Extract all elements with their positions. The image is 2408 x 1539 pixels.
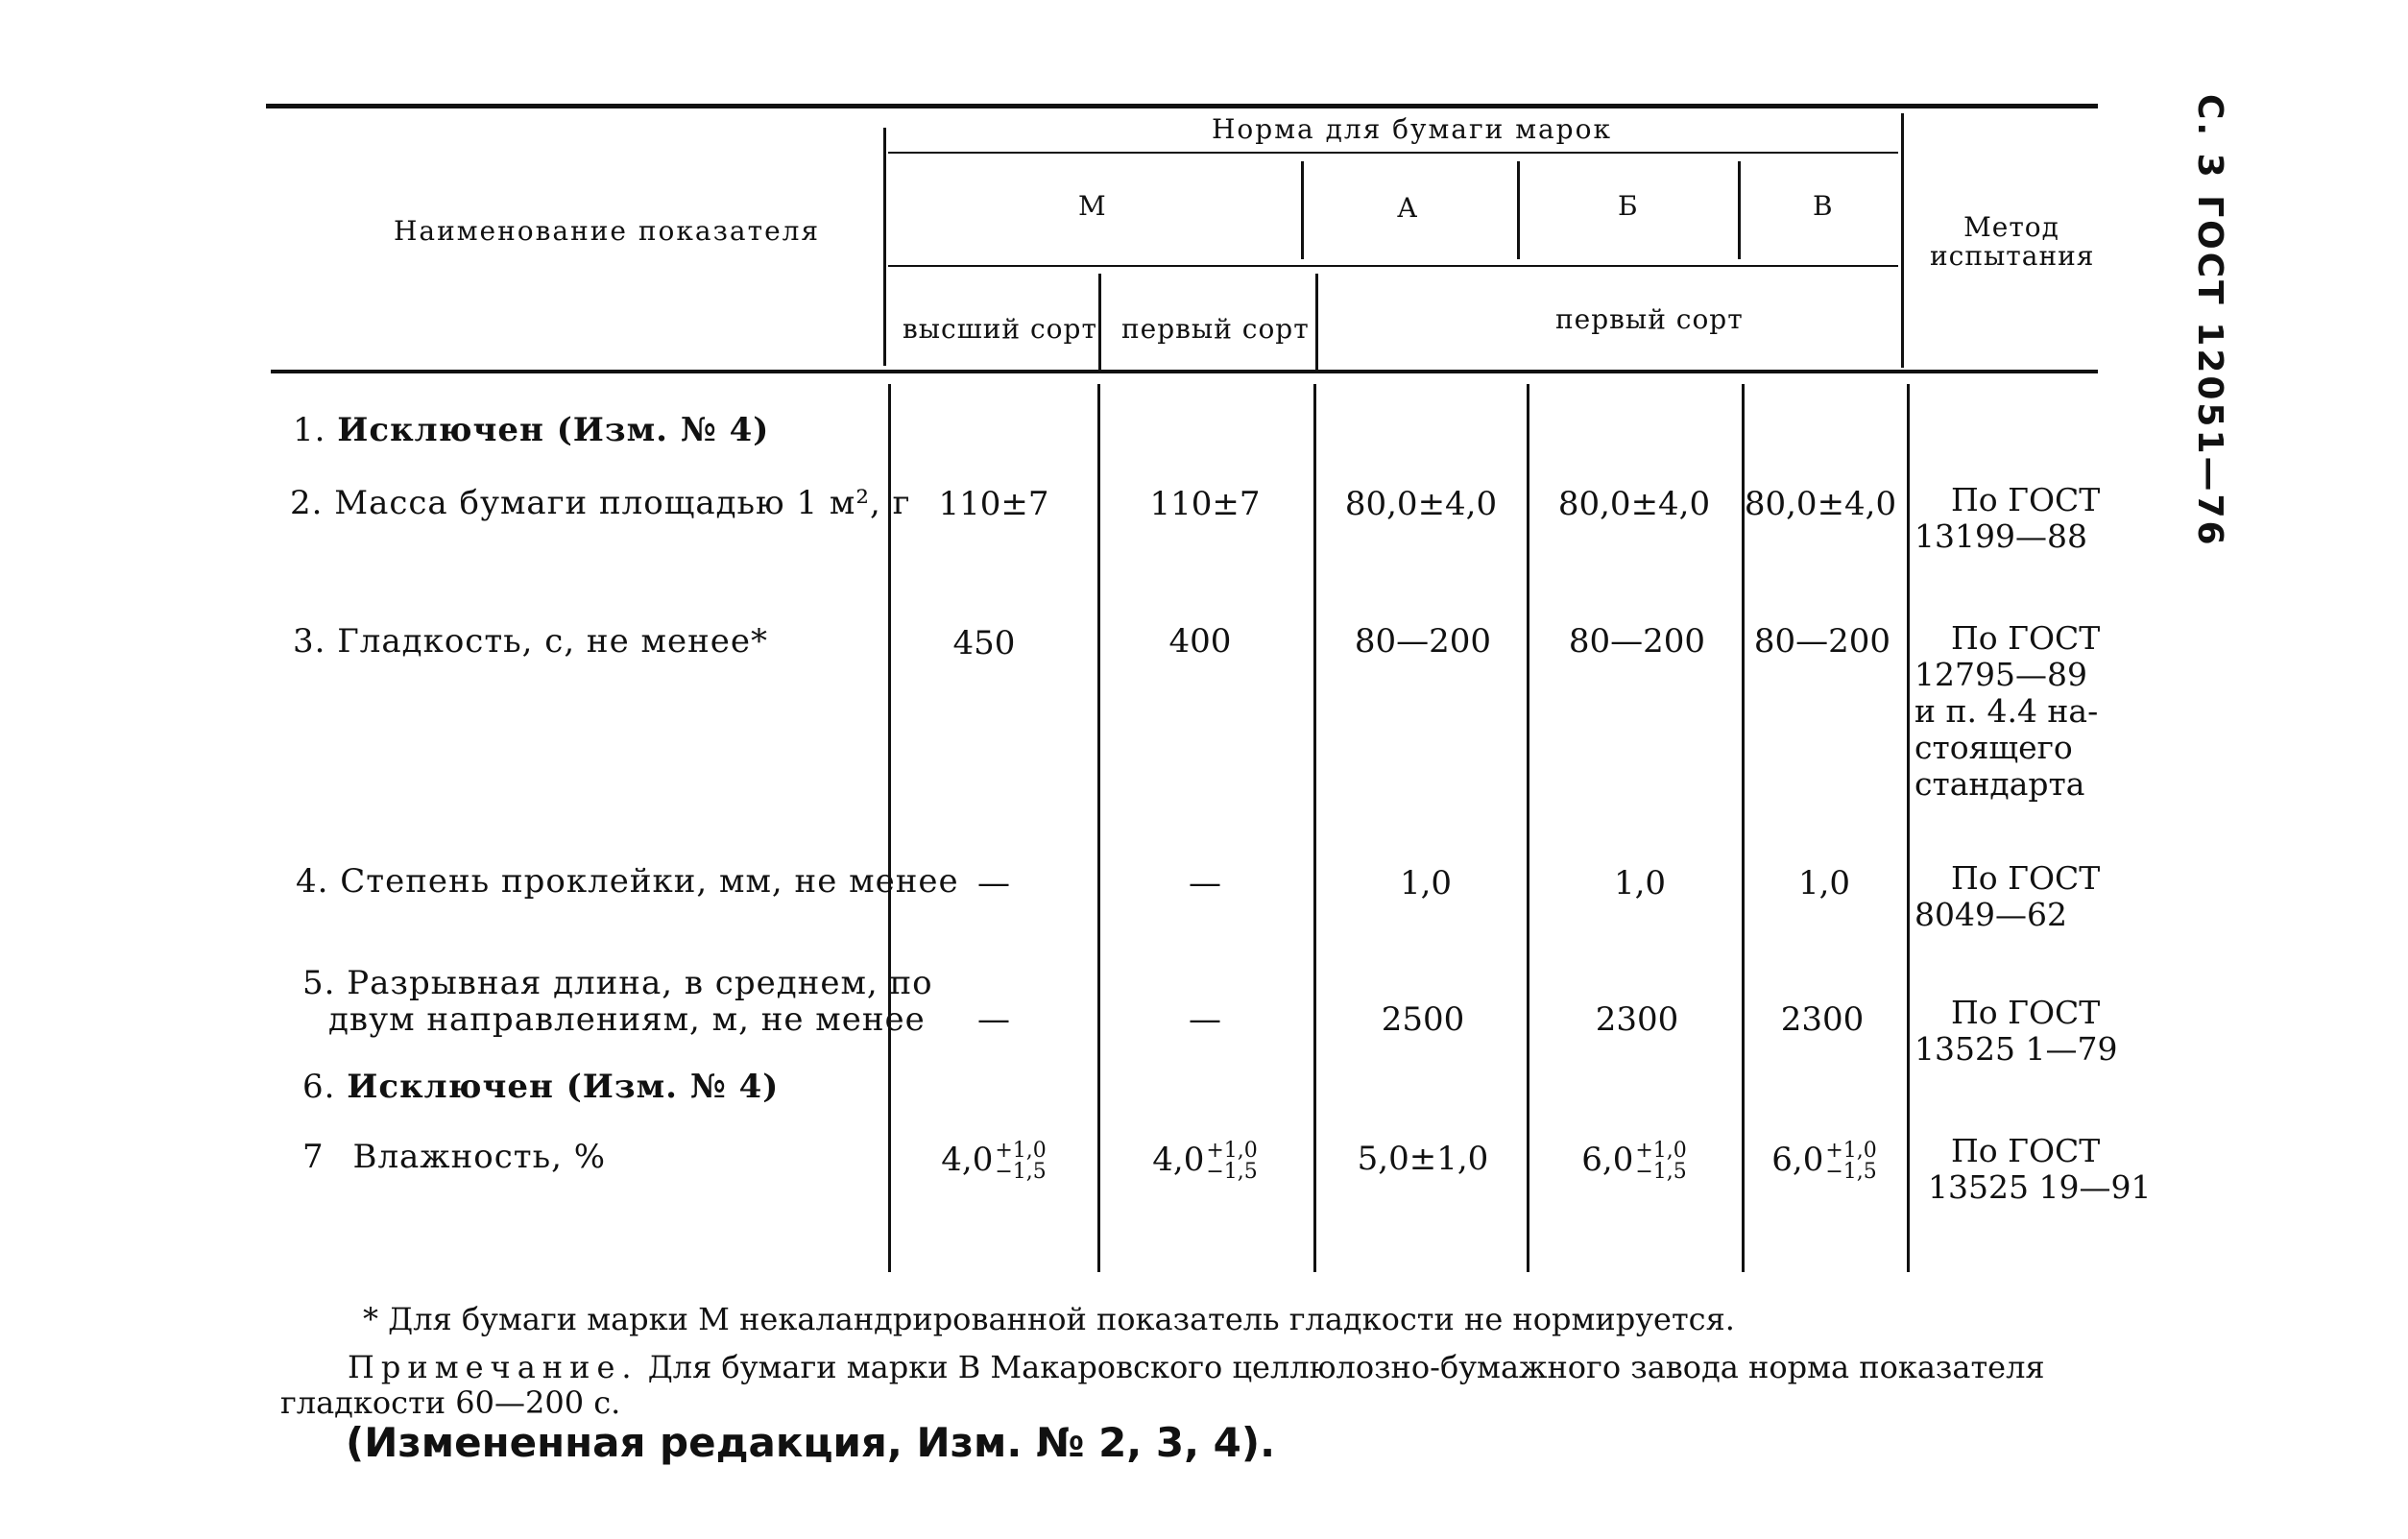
footnote: * Для бумаги марки М некаландрированной показатель гладкости не нормируется. xyxy=(363,1301,1735,1337)
header-brand-a: А xyxy=(1397,192,1420,224)
row-5-name xyxy=(302,965,933,1038)
tolerance-upper: +1,0 xyxy=(1635,1139,1687,1163)
method-line: 13525 19—91 xyxy=(1928,1168,2152,1206)
value-base: 4,0 xyxy=(941,1141,994,1179)
method-line: По ГОСТ xyxy=(1951,619,2101,657)
amendment-note: (Измененная редакция, Изм. № 2, 3, 4). xyxy=(346,1419,1276,1466)
row-3-name xyxy=(293,622,768,661)
value-a: 2500 xyxy=(1381,1000,1465,1039)
row-number: 3. xyxy=(293,622,326,661)
value-m-first: 400 xyxy=(1168,622,1232,661)
page-side-header: С. 3 ГОСТ 12051—76 xyxy=(2190,94,2229,548)
method-row-4 xyxy=(1914,860,2100,933)
row-label: Гладкость, с, не менее* xyxy=(337,622,768,661)
method-row-7 xyxy=(1928,1133,2151,1206)
value-v: 2300 xyxy=(1780,1000,1865,1039)
value-base: 6,0 xyxy=(1771,1141,1824,1179)
row-7-name xyxy=(302,1138,606,1176)
value-a: 80,0±4,0 xyxy=(1344,485,1498,523)
value-v: 1,0 xyxy=(1797,864,1851,902)
method-line: стоящего xyxy=(1914,729,2073,766)
method-line: стандарта xyxy=(1914,765,2085,803)
value-m-highest: 110±7 xyxy=(938,485,1049,523)
row-number: 4. xyxy=(296,862,329,901)
method-row-5 xyxy=(1914,995,2117,1068)
row-1-name xyxy=(293,411,769,449)
body-divider xyxy=(1907,384,1910,1272)
tolerance xyxy=(1825,1141,1876,1183)
row-label: Исключен (Изм. № 4) xyxy=(337,411,770,449)
header-method xyxy=(1930,213,2093,271)
header-method-label: Метод испытания xyxy=(1930,211,2095,272)
value-b: 80,0±4,0 xyxy=(1557,485,1711,523)
value-v xyxy=(1738,1141,1911,1183)
tolerance xyxy=(1206,1141,1257,1183)
row-number: 5. xyxy=(302,964,336,1002)
value-base: 4,0 xyxy=(1152,1141,1205,1179)
value-a: 1,0 xyxy=(1399,864,1453,902)
header-divider xyxy=(1901,113,1904,368)
note-label: Примечание. xyxy=(348,1349,638,1385)
tolerance-lower: −1,5 xyxy=(1825,1160,1877,1184)
method-line: По ГОСТ xyxy=(1951,994,2101,1031)
row-number: 1. xyxy=(293,411,326,449)
tolerance-lower: −1,5 xyxy=(1206,1160,1258,1184)
tolerance-upper: +1,0 xyxy=(1825,1139,1877,1163)
value-m-first xyxy=(1099,1141,1311,1183)
row-number: 7 xyxy=(302,1138,325,1176)
value-m-highest: 450 xyxy=(952,624,1016,662)
header-brand-b: Б xyxy=(1618,190,1640,222)
method-line: По ГОСТ xyxy=(1951,859,2101,897)
tolerance-lower: −1,5 xyxy=(995,1160,1047,1184)
tolerance xyxy=(1635,1141,1686,1183)
header-sort-first: первый сорт xyxy=(1121,313,1310,345)
header-brand-m: М xyxy=(1078,190,1108,222)
row-label-line: двум направлениям, м, не менее xyxy=(328,1000,926,1039)
header-brand-v: В xyxy=(1813,190,1835,222)
norm-group-rule xyxy=(888,152,1898,154)
value-v: 80,0±4,0 xyxy=(1744,485,1897,523)
row-6-name xyxy=(302,1068,779,1106)
header-divider xyxy=(1517,161,1520,259)
header-sort-first-abv: первый сорт xyxy=(1555,303,1744,335)
value-base: 6,0 xyxy=(1581,1141,1634,1179)
note xyxy=(348,1349,2045,1385)
value-m-highest xyxy=(888,1141,1099,1183)
method-line: 12795—89 xyxy=(1914,656,2087,693)
row-label: Степень проклейки, мм, не менее xyxy=(340,862,959,901)
tolerance-upper: +1,0 xyxy=(995,1139,1047,1163)
brand-row-rule xyxy=(888,265,1898,267)
table-top-rule xyxy=(266,104,2098,108)
header-indicator-name: Наименование показателя xyxy=(394,215,821,247)
header-divider xyxy=(1315,274,1318,370)
method-line: 13199—88 xyxy=(1914,517,2087,555)
method-line: и п. 4.4 на- xyxy=(1914,692,2099,730)
value-base: 5,0±1,0 xyxy=(1357,1140,1489,1178)
value-m-highest: — xyxy=(977,1000,1010,1039)
row-label: Разрывная длина, в среднем, по xyxy=(347,964,933,1002)
method-row-2 xyxy=(1914,482,2100,555)
method-line: По ГОСТ xyxy=(1951,1132,2101,1169)
method-row-3 xyxy=(1914,620,2100,803)
tolerance-upper: +1,0 xyxy=(1206,1139,1258,1163)
value-b: 80—200 xyxy=(1568,622,1706,661)
value-m-highest: — xyxy=(977,864,1010,902)
header-divider xyxy=(1738,161,1741,259)
value-b: 2300 xyxy=(1595,1000,1679,1039)
value-m-first: — xyxy=(1189,864,1221,902)
row-2-name xyxy=(290,484,910,522)
method-line: 8049—62 xyxy=(1914,896,2067,933)
tolerance-lower: −1,5 xyxy=(1635,1160,1687,1184)
value-b xyxy=(1529,1141,1740,1183)
note-text: Для бумаги марки В Макаровского целлюлозно-бумажного завода норма показателя xyxy=(647,1349,2045,1385)
value-a xyxy=(1317,1140,1529,1178)
tolerance xyxy=(995,1141,1046,1183)
row-label: Влажность, % xyxy=(352,1138,606,1176)
value-m-first: — xyxy=(1189,1000,1221,1039)
header-norm-group: Норма для бумаги марок xyxy=(1212,113,1612,145)
row-label-line xyxy=(302,965,933,1001)
row-label: Масса бумаги площадью 1 м², г xyxy=(334,484,911,522)
row-4-name xyxy=(296,862,959,901)
row-label: Исключен (Изм. № 4) xyxy=(347,1068,780,1106)
header-divider xyxy=(1301,161,1304,259)
header-divider xyxy=(883,128,886,366)
value-v: 80—200 xyxy=(1753,622,1891,661)
header-divider xyxy=(1098,274,1101,370)
value-b: 1,0 xyxy=(1613,864,1667,902)
note-continuation: гладкости 60—200 с. xyxy=(280,1384,621,1421)
value-a: 80—200 xyxy=(1354,622,1492,661)
header-sort-highest: высший сорт xyxy=(903,313,1097,345)
header-bottom-rule xyxy=(271,370,2098,373)
row-number: 2. xyxy=(290,484,324,522)
row-number: 6. xyxy=(302,1068,336,1106)
method-line: По ГОСТ xyxy=(1951,481,2101,518)
method-line: 13525 1—79 xyxy=(1914,1030,2118,1068)
value-m-first: 110±7 xyxy=(1149,485,1261,523)
